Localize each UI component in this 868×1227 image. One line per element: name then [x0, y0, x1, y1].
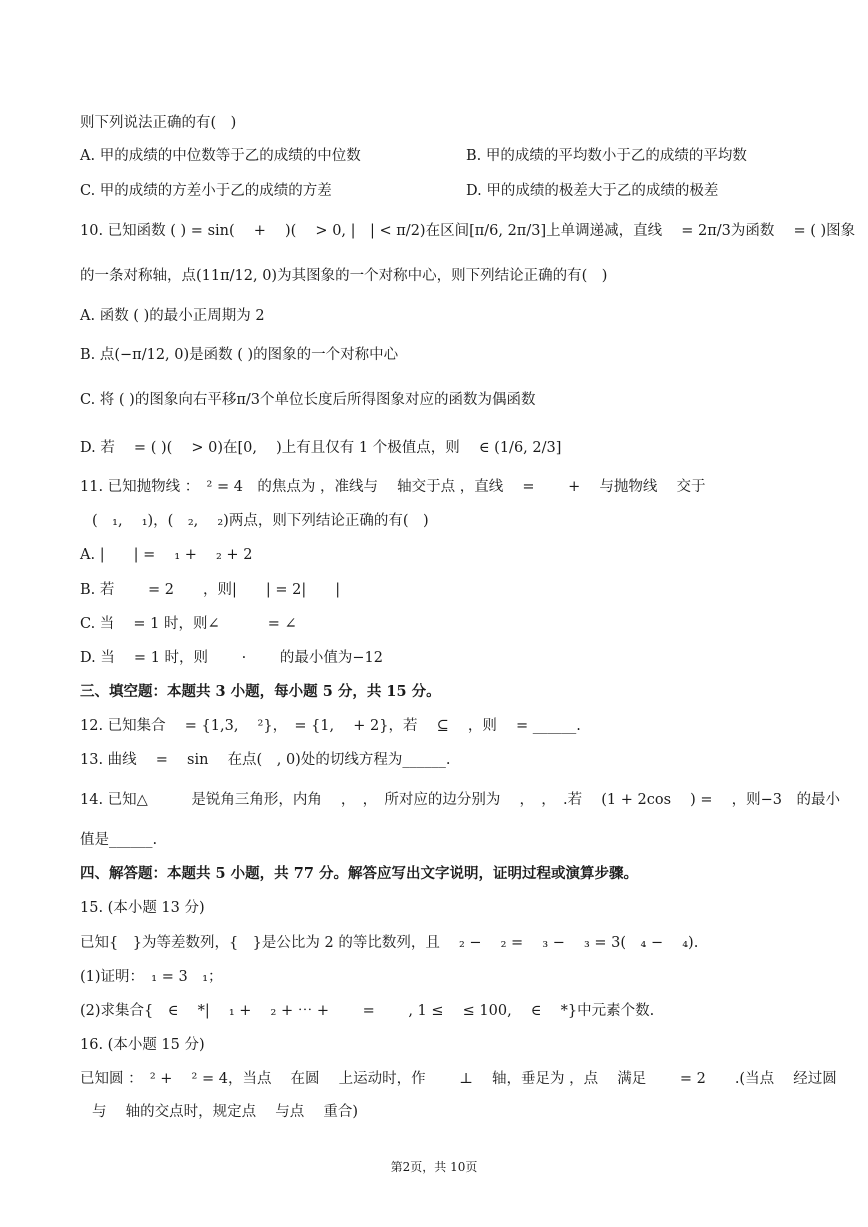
q16-stem-line-2: 与 轴的交点时，规定点 与点 重合): [92, 1104, 358, 1120]
section-3-heading: 三、填空题：本题共 3 小题，每小题 5 分，共 15 分。: [80, 683, 441, 700]
q15-stem: 已知{ }为等差数列，{ }是公比为 2 的等比数列，且 ₂ − ₂ = ₃ − ₃ = 3( ₄ − ₄).: [80, 935, 699, 951]
q12: 12. 已知集合 = {1,3, ²}， = {1, + 2}，若 ⊆ ，则 = ______.: [80, 718, 581, 734]
q10-option-a: A. 函数 ( )的最小正周期为 2: [80, 308, 265, 324]
intro-question: 则下列说法正确的有( ): [80, 115, 237, 131]
q10-option-d: D. 若 = ( )( > 0)在[0, )上有且仅有 1 个极值点，则 ∈ (1/6, 2/3]: [80, 440, 562, 456]
q9-option-b: B. 甲的成绩的平均数小于乙的成绩的平均数: [466, 148, 747, 164]
q11-option-c: C. 当 = 1 时，则∠ = ∠: [80, 616, 297, 632]
page-footer: 第2页，共 10页: [390, 1160, 478, 1174]
q10-stem-line-2: 的一条对称轴，点(11π/12, 0)为其图象的一个对称中心，则下列结论正确的有( ): [80, 268, 608, 284]
q15-part-2: (2)求集合{ ∈ *| ₁ + ₂ + ⋯ + = , 1 ≤ ≤ 100, ∈ *}中元素个数.: [80, 1003, 655, 1019]
q14-stem-line-2: 值是______.: [80, 832, 158, 848]
q9-option-a: A. 甲的成绩的中位数等于乙的成绩的中位数: [80, 148, 361, 164]
q10-option-c: C. 将 ( )的图象向右平移π/3个单位长度后所得图象对应的函数为偶函数: [80, 392, 536, 408]
q11-stem-line-2: ( ₁, ₁)，( ₂, ₂)两点，则下列结论正确的有( ): [92, 513, 429, 529]
q11-option-d: D. 当 = 1 时，则 · 的最小值为−12: [80, 650, 383, 666]
q15-part-1: (1)证明： ₁ = 3 ₁；: [80, 969, 223, 985]
q15-title: 15. (本小题 13 分): [80, 900, 205, 916]
q9-option-c: C. 甲的成绩的方差小于乙的成绩的方差: [80, 183, 332, 199]
q13: 13. 曲线 = sin 在点( , 0)处的切线方程为______.: [80, 752, 451, 768]
section-4-heading: 四、解答题：本题共 5 小题，共 77 分。解答应写出文字说明，证明过程或演算步骤。: [80, 865, 638, 882]
q11-stem-line-1: 11. 已知抛物线 ： ² = 4 的焦点为 ，准线与 轴交于点 ，直线 = + 与抛物线 交于: [80, 479, 706, 495]
q9-option-d: D. 甲的成绩的极差大于乙的成绩的极差: [466, 183, 719, 199]
q10-option-b: B. 点(−π/12, 0)是函数 ( )的图象的一个对称中心: [80, 347, 399, 363]
q16-title: 16. (本小题 15 分): [80, 1037, 205, 1053]
q14-stem-line-1: 14. 已知△ 是锐角三角形，内角 ， ， 所对应的边分别为 ， ， .若 (1 + 2cos ) = ，则−3 的最小: [80, 792, 841, 808]
q11-option-b: B. 若 = 2 ，则| | = 2| |: [80, 582, 341, 598]
q10-stem-line-1: 10. 已知函数 ( ) = sin( + )( > 0, | | < π/2)在区间[π/6, 2π/3]上单调递减，直线 = 2π/3为函数 = ( )图象: [80, 223, 856, 239]
q11-option-a: A. | | = ₁ + ₂ + 2: [80, 547, 253, 563]
q16-stem-line-1: 已知圆 ： ² + ² = 4，当点 在圆 上运动时，作 ⊥ 轴，垂足为 ，点 满足 = 2 .(当点 经过圆: [80, 1071, 837, 1087]
q9-options-row-2: [80, 181, 798, 201]
q9-options-row-1: [80, 146, 798, 166]
